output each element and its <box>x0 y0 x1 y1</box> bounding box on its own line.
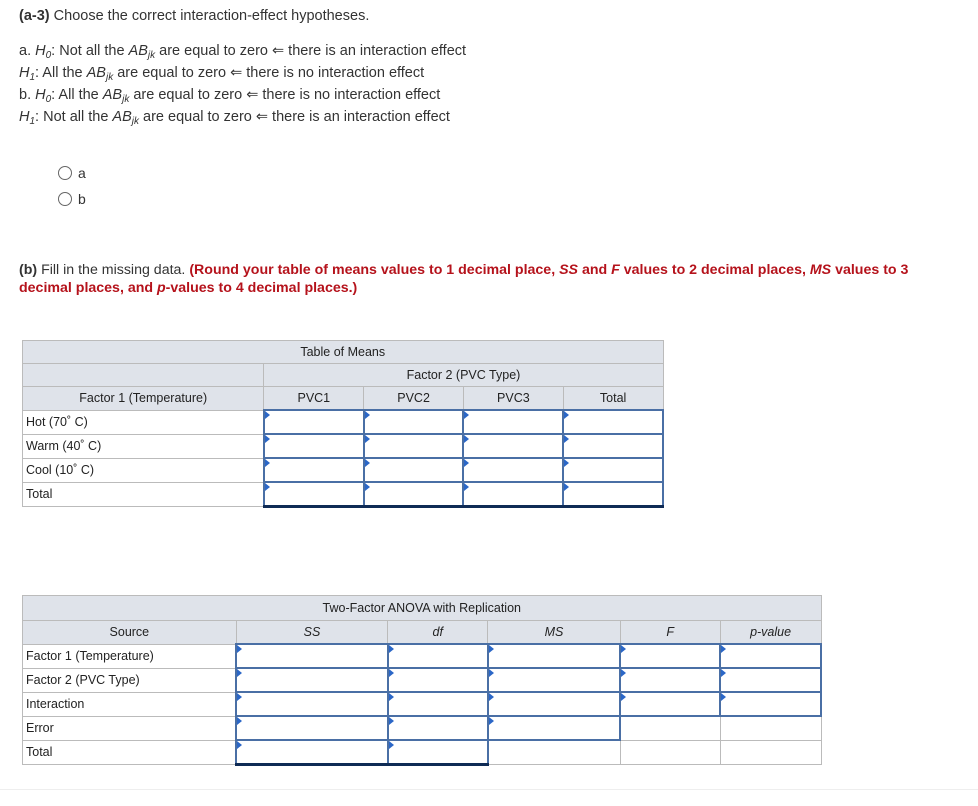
mean-input[interactable] <box>364 458 464 482</box>
anova-table-title: Two-Factor ANOVA with Replication <box>23 596 822 621</box>
option-a-label: a <box>78 165 86 181</box>
mean-input[interactable] <box>463 410 563 434</box>
anova-input[interactable] <box>388 740 488 765</box>
source-factor2: Factor 2 (PVC Type) <box>23 668 237 692</box>
question-text: Choose the correct interaction-effect hypotheses. <box>53 8 370 24</box>
row-label-hot: Hot (70˚ C) <box>23 410 264 434</box>
question-title <box>19 8 369 24</box>
anova-input[interactable] <box>488 644 621 668</box>
anova-input[interactable] <box>388 716 488 740</box>
empty-cell <box>620 740 720 765</box>
mean-input[interactable] <box>463 434 563 458</box>
mean-input[interactable] <box>364 434 464 458</box>
col-header-pvc2: PVC2 <box>364 387 464 411</box>
mean-input[interactable] <box>264 458 364 482</box>
mean-input[interactable] <box>264 434 364 458</box>
anova-input[interactable] <box>236 668 388 692</box>
col-header-ms: MS <box>488 621 621 645</box>
hypothesis-a-h0: a. $H_0$: Not all the $AB_{jk}$ are equal to zero ⇐ there is an interaction effect <box>19 43 467 61</box>
mean-input[interactable] <box>264 482 364 507</box>
anova-input[interactable] <box>720 692 821 716</box>
col-header-pvc1: PVC1 <box>264 387 364 411</box>
means-table-title: Table of Means <box>23 341 664 364</box>
hypothesis-a-h1: $H_1$: All the $AB_{jk}$ are equal to zero ⇐ there is no interaction effect <box>19 65 425 83</box>
mean-input[interactable] <box>563 434 663 458</box>
col-header-pvc3: PVC3 <box>463 387 563 411</box>
anova-input[interactable] <box>236 716 388 740</box>
anova-input[interactable] <box>488 692 621 716</box>
empty-cell <box>720 716 821 740</box>
bottom-divider <box>0 789 978 790</box>
anova-input[interactable] <box>388 692 488 716</box>
row-label-warm: Warm (40˚ C) <box>23 434 264 458</box>
factor1-header: Factor 1 (Temperature) <box>23 387 264 411</box>
row-label-total: Total <box>23 482 264 507</box>
means-table <box>22 340 664 508</box>
empty-cell <box>620 716 720 740</box>
source-total: Total <box>23 740 237 765</box>
anova-input[interactable] <box>488 668 621 692</box>
mean-input[interactable] <box>364 482 464 507</box>
source-interaction: Interaction <box>23 692 237 716</box>
anova-input[interactable] <box>388 644 488 668</box>
mean-input[interactable] <box>563 410 663 434</box>
mean-input[interactable] <box>563 458 663 482</box>
row-label-cool: Cool (10˚ C) <box>23 458 264 482</box>
hypothesis-b-h1: $H_1$: Not all the $AB_{jk}$ are equal to zero ⇐ there is an interaction effect <box>19 109 450 127</box>
source-error: Error <box>23 716 237 740</box>
anova-input[interactable] <box>620 644 720 668</box>
anova-input[interactable] <box>488 716 621 740</box>
col-header-ss: SS <box>236 621 388 645</box>
radio-button-b[interactable] <box>58 192 72 206</box>
mean-input[interactable] <box>364 410 464 434</box>
hypothesis-b-h0: b. $H_0$: All the $AB_{jk}$ are equal to zero ⇐ there is no interaction effect <box>19 87 441 105</box>
anova-input[interactable] <box>236 644 388 668</box>
anova-input[interactable] <box>720 668 821 692</box>
part-b-instructions: (b) Fill in the missing data. (Round your table of means values to 1 decimal place, SS and F values to 2 decimal places, MS values to 3 decimal places, and p-values to 4 decimal places.) <box>19 262 909 296</box>
source-header: Source <box>23 621 237 645</box>
empty-cell <box>488 740 621 765</box>
anova-input[interactable] <box>236 740 388 765</box>
option-b-label: b <box>78 191 86 207</box>
mean-input[interactable] <box>463 458 563 482</box>
col-header-f: F <box>620 621 720 645</box>
mean-input[interactable] <box>264 410 364 434</box>
anova-input[interactable] <box>236 692 388 716</box>
option-b[interactable] <box>58 191 86 207</box>
col-header-pvalue: p-value <box>720 621 821 645</box>
anova-input[interactable] <box>620 668 720 692</box>
col-header-total: Total <box>563 387 663 411</box>
col-header-df: df <box>388 621 488 645</box>
anova-table <box>22 595 822 766</box>
question-number: (a-3) <box>19 8 50 24</box>
factor2-header: Factor 2 (PVC Type) <box>264 364 663 387</box>
radio-button-a[interactable] <box>58 166 72 180</box>
anova-input[interactable] <box>620 692 720 716</box>
source-factor1: Factor 1 (Temperature) <box>23 644 237 668</box>
anova-input[interactable] <box>720 644 821 668</box>
mean-input[interactable] <box>463 482 563 507</box>
anova-input[interactable] <box>388 668 488 692</box>
option-a[interactable] <box>58 165 86 181</box>
mean-input[interactable] <box>563 482 663 507</box>
empty-cell <box>720 740 821 765</box>
